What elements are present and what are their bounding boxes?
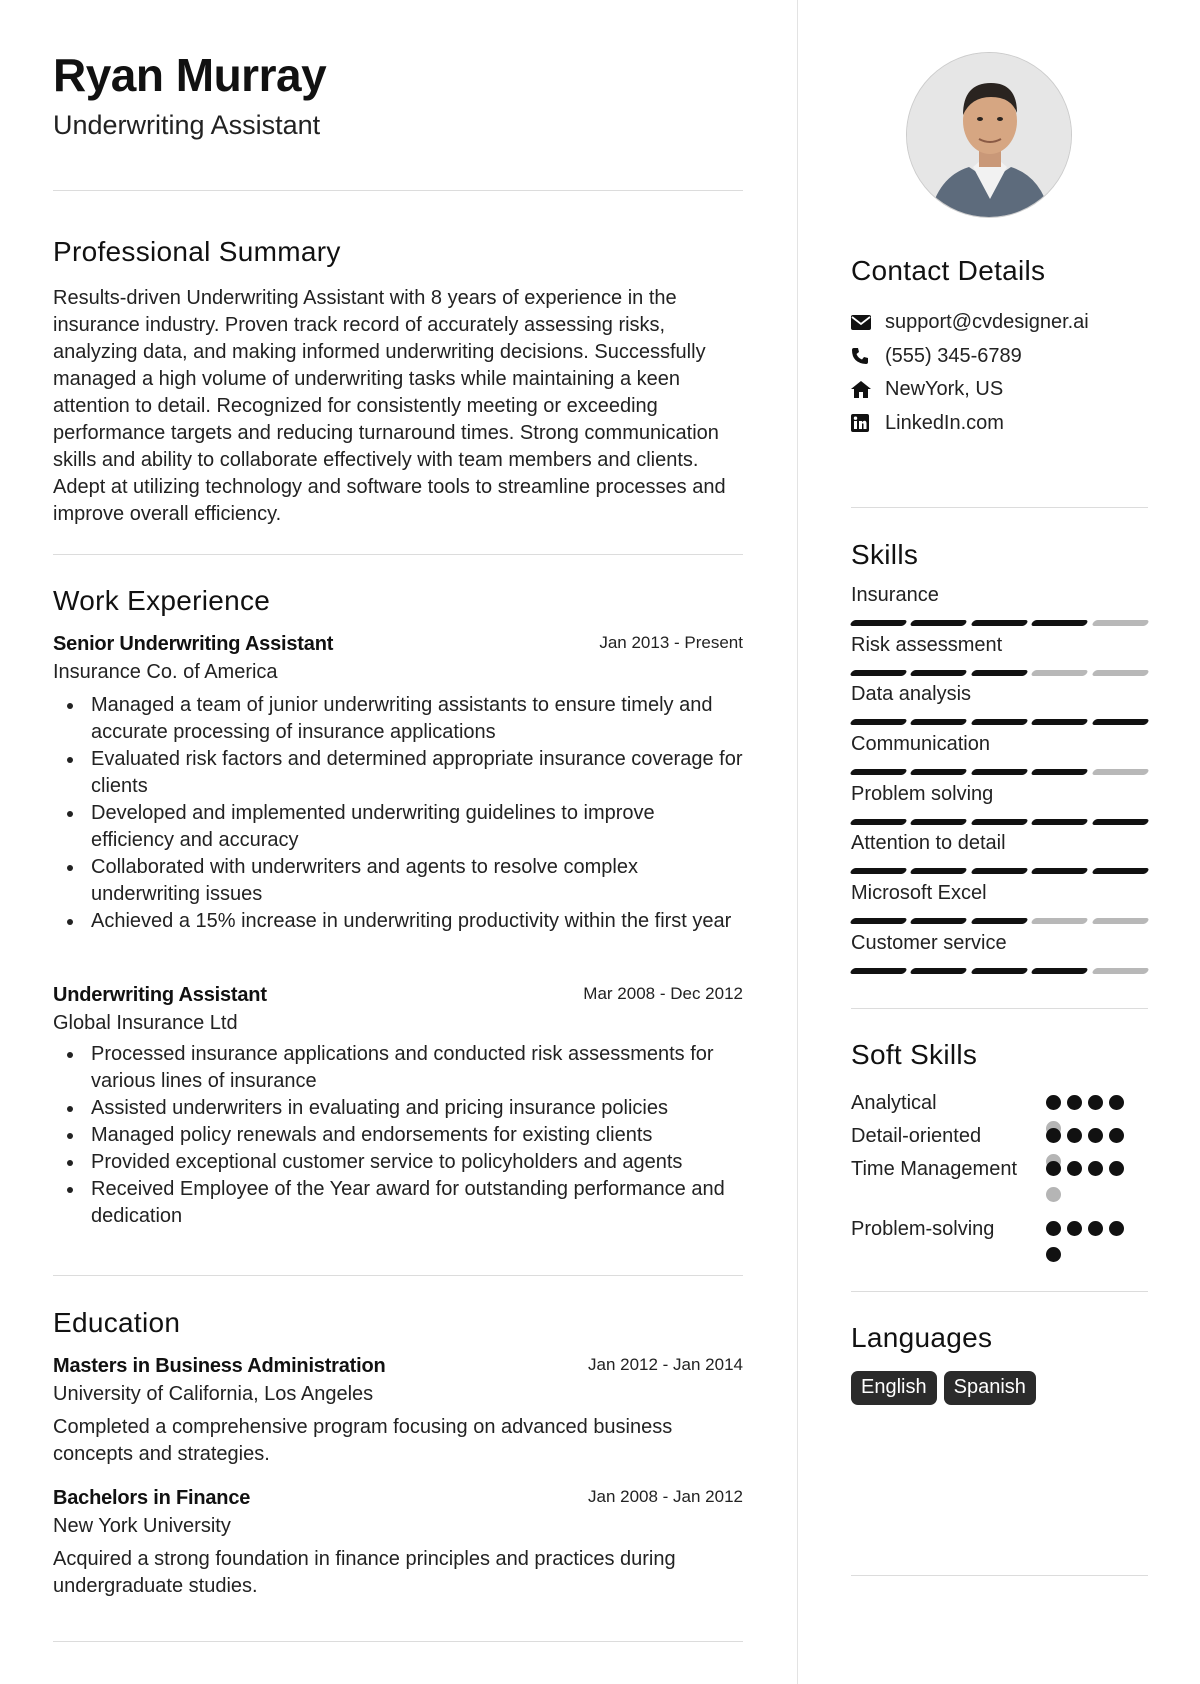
- degree-name: Masters in Business Administration: [53, 1355, 386, 1377]
- rating-dot: [1067, 1128, 1082, 1143]
- languages-divider: [851, 1575, 1148, 1576]
- skill-name: Problem solving: [851, 782, 994, 805]
- skill-level-bar: [851, 670, 1148, 676]
- rating-dot: [1109, 1161, 1124, 1176]
- job-bullet: Received Employee of the Year award for outstanding performance and dedication: [53, 1176, 743, 1230]
- skill-level-segment: [1030, 719, 1089, 725]
- skill-level-segment: [1091, 719, 1150, 725]
- skill-level-segment: [1091, 819, 1150, 825]
- skill-level-segment: [1030, 670, 1089, 676]
- job-role: Senior Underwriting Assistant: [53, 633, 334, 655]
- skill-level-segment: [849, 918, 908, 924]
- education-description: Acquired a strong foundation in finance principles and practices during undergraduate studies.: [53, 1548, 676, 1597]
- skill-level-segment: [1030, 769, 1089, 775]
- skill-level-segment: [910, 868, 969, 874]
- skills-list: [851, 584, 1148, 982]
- soft-skill-item: [851, 1123, 1148, 1156]
- skill-level-segment: [910, 670, 969, 676]
- education-divider: [53, 1641, 743, 1642]
- column-divider: [797, 0, 798, 1684]
- job-bullet: Developed and implemented underwriting guidelines to improve efficiency and accuracy: [53, 800, 743, 854]
- experience-divider: [53, 1275, 743, 1276]
- rating-dot: [1088, 1095, 1103, 1110]
- skill-item: [851, 882, 1148, 932]
- skill-level-bar: [851, 819, 1148, 825]
- skill-level-segment: [849, 968, 908, 974]
- job-bullets: [53, 692, 743, 935]
- soft-skills-list: [851, 1090, 1148, 1266]
- degree-name: Bachelors in Finance: [53, 1487, 251, 1509]
- education-date: Jan 2012 - Jan 2014: [587, 1355, 743, 1374]
- contact-linkedin: [851, 407, 1148, 441]
- languages-heading: Languages: [851, 1322, 993, 1353]
- job-date: Jan 2013 - Present: [599, 633, 743, 652]
- skill-level-segment: [970, 719, 1029, 725]
- skill-name: Insurance: [851, 584, 939, 606]
- soft-skill-item: [851, 1156, 1148, 1216]
- skill-level-segment: [970, 868, 1029, 874]
- rating-dot: [1067, 1161, 1082, 1176]
- job-bullet: Evaluated risk factors and determined appropriate insurance coverage for clients: [53, 746, 743, 800]
- skill-level-bar: [851, 968, 1148, 974]
- soft-skill-name: Time Management: [851, 1158, 1017, 1180]
- skill-level-segment: [1091, 670, 1150, 676]
- skill-level-segment: [1030, 819, 1089, 825]
- skill-level-segment: [849, 868, 908, 874]
- skill-level-segment: [970, 620, 1029, 626]
- contact-location-text: NewYork, US: [885, 378, 1004, 401]
- skill-level-segment: [910, 819, 969, 825]
- summary-heading: Professional Summary: [53, 236, 341, 267]
- job-bullet: Managed a team of junior underwriting assistants to ensure timely and accurate processing of insurance applications: [53, 692, 743, 746]
- skill-level-segment: [910, 968, 969, 974]
- candidate-title: Underwriting Assistant: [53, 110, 321, 140]
- rating-dot: [1046, 1221, 1061, 1236]
- profile-photo: [906, 52, 1072, 218]
- skill-level-segment: [970, 769, 1029, 775]
- skill-level-segment: [970, 670, 1029, 676]
- job-company: Global Insurance Ltd: [53, 1012, 238, 1034]
- skill-level-bar: [851, 719, 1148, 725]
- job-entry: [53, 633, 743, 935]
- skill-level-segment: [1091, 620, 1150, 626]
- languages-list: [851, 1371, 1036, 1405]
- soft-skills-divider: [851, 1291, 1148, 1292]
- rating-dot: [1046, 1128, 1061, 1143]
- skill-level-segment: [1091, 968, 1150, 974]
- skill-level-segment: [1091, 868, 1150, 874]
- skill-level-segment: [1030, 620, 1089, 626]
- skill-level-segment: [1030, 868, 1089, 874]
- skill-level-segment: [849, 620, 908, 626]
- skill-level-bar: [851, 868, 1148, 874]
- contact-linkedin-text[interactable]: LinkedIn.com: [885, 411, 1004, 434]
- skill-item: [851, 683, 1148, 733]
- skill-name: Risk assessment: [851, 633, 1003, 656]
- candidate-name: Ryan Murray: [53, 49, 327, 101]
- rating-dot: [1046, 1161, 1061, 1176]
- skill-level-bar: [851, 620, 1148, 626]
- skill-level-segment: [849, 670, 908, 676]
- contact-phone-text[interactable]: (555) 345-6789: [885, 344, 1022, 367]
- job-bullet: Collaborated with underwriters and agents to resolve complex underwriting issues: [53, 854, 743, 908]
- school-name: University of California, Los Angeles: [53, 1383, 374, 1405]
- job-bullet: Provided exceptional customer service to policyholders and agents: [53, 1149, 743, 1176]
- education-heading: Education: [53, 1307, 181, 1338]
- skill-name: Data analysis: [851, 683, 972, 706]
- contact-email: [851, 306, 1148, 340]
- rating-dot: [1067, 1221, 1082, 1236]
- phone-icon: [851, 347, 885, 365]
- job-entry: [53, 984, 743, 1230]
- skills-divider: [851, 1008, 1148, 1009]
- envelope-icon: [851, 315, 885, 330]
- rating-dot: [1046, 1095, 1061, 1110]
- rating-dot: [1046, 1187, 1061, 1202]
- job-company: Insurance Co. of America: [53, 661, 278, 683]
- skill-level-segment: [1091, 918, 1150, 924]
- experience-heading: Work Experience: [53, 585, 271, 616]
- skill-item: [851, 733, 1148, 783]
- skill-level-segment: [849, 719, 908, 725]
- job-bullet: Managed policy renewals and endorsements for existing clients: [53, 1122, 743, 1149]
- soft-skill-name: Detail-oriented: [851, 1125, 982, 1147]
- job-bullets: [53, 1041, 743, 1230]
- skill-name: Microsoft Excel: [851, 882, 987, 905]
- language-chip: English: [851, 1371, 937, 1405]
- skill-level-segment: [1030, 918, 1089, 924]
- skill-level-segment: [910, 620, 969, 626]
- rating-dot: [1109, 1095, 1124, 1110]
- skills-heading: Skills: [851, 539, 919, 570]
- soft-skill-item: [851, 1090, 1148, 1123]
- soft-skills-heading: Soft Skills: [851, 1039, 978, 1070]
- contact-divider: [851, 507, 1148, 508]
- summary-divider: [53, 554, 743, 555]
- skill-name: Communication: [851, 733, 990, 756]
- job-bullet: Processed insurance applications and conducted risk assessments for various lines of insurance: [53, 1041, 743, 1095]
- skill-item: [851, 783, 1148, 833]
- soft-skill-name: Analytical: [851, 1092, 937, 1114]
- soft-skill-name: Problem-solving: [851, 1218, 995, 1240]
- home-icon: [851, 381, 885, 398]
- header-divider: [53, 190, 743, 191]
- skill-item: [851, 932, 1148, 982]
- linkedin-icon: [851, 414, 885, 432]
- rating-dot: [1088, 1161, 1103, 1176]
- skill-level-segment: [910, 719, 969, 725]
- contact-email-text[interactable]: support@cvdesigner.ai: [885, 311, 1089, 334]
- summary-text: Results-driven Underwriting Assistant with 8 years of experience in the insurance industry. Proven track record of accurately assessing risks, analyzing data, and making informed underwriting decisions. Successfully managed a high volume of underwriting tasks while maintaining a keen attention to detail. Recognized for consistently meeting or exceeding performance targets and reducing turnaround times. Strong communication skills and ability to collaborate effectively with team members and clients. Adept at utilizing technology and software tools to streamline processes and improve overall efficiency.: [53, 287, 726, 525]
- skill-item: [851, 832, 1148, 882]
- job-date: Mar 2008 - Dec 2012: [583, 984, 743, 1003]
- job-bullet: Achieved a 15% increase in underwriting productivity within the first year: [53, 908, 743, 935]
- education-description: Completed a comprehensive program focusing on advanced business concepts and strategies.: [53, 1416, 673, 1465]
- education-entry: [53, 1487, 743, 1600]
- school-name: New York University: [53, 1515, 231, 1537]
- language-chip: Spanish: [944, 1371, 1036, 1405]
- skill-level-segment: [1030, 968, 1089, 974]
- education-date: Jan 2008 - Jan 2012: [587, 1487, 743, 1506]
- skill-level-bar: [851, 918, 1148, 924]
- skill-level-segment: [910, 918, 969, 924]
- rating-dot: [1088, 1221, 1103, 1236]
- skill-item: [851, 584, 1148, 634]
- skill-item: [851, 634, 1148, 684]
- skill-level-segment: [970, 819, 1029, 825]
- soft-skill-item: [851, 1216, 1148, 1266]
- skill-level-segment: [849, 819, 908, 825]
- rating-dot: [1046, 1247, 1061, 1262]
- skill-level-bar: [851, 769, 1148, 775]
- rating-dot: [1109, 1221, 1124, 1236]
- rating-dot: [1088, 1128, 1103, 1143]
- rating-dot: [1067, 1095, 1082, 1110]
- job-bullet: Assisted underwriters in evaluating and pricing insurance policies: [53, 1095, 743, 1122]
- contact-list: [851, 306, 1148, 440]
- skill-level-segment: [910, 769, 969, 775]
- skill-level-segment: [849, 769, 908, 775]
- contact-phone: [851, 340, 1148, 374]
- contact-heading: Contact Details: [851, 255, 1046, 286]
- education-entry: [53, 1355, 743, 1468]
- skill-level-segment: [970, 918, 1029, 924]
- job-role: Underwriting Assistant: [53, 984, 267, 1006]
- contact-location: [851, 373, 1148, 407]
- rating-dot: [1109, 1128, 1124, 1143]
- profile-photo-illustration: [907, 53, 1072, 218]
- skill-name: Attention to detail: [851, 832, 1006, 855]
- skill-level-segment: [970, 968, 1029, 974]
- skill-name: Customer service: [851, 931, 1007, 954]
- skill-level-segment: [1091, 769, 1150, 775]
